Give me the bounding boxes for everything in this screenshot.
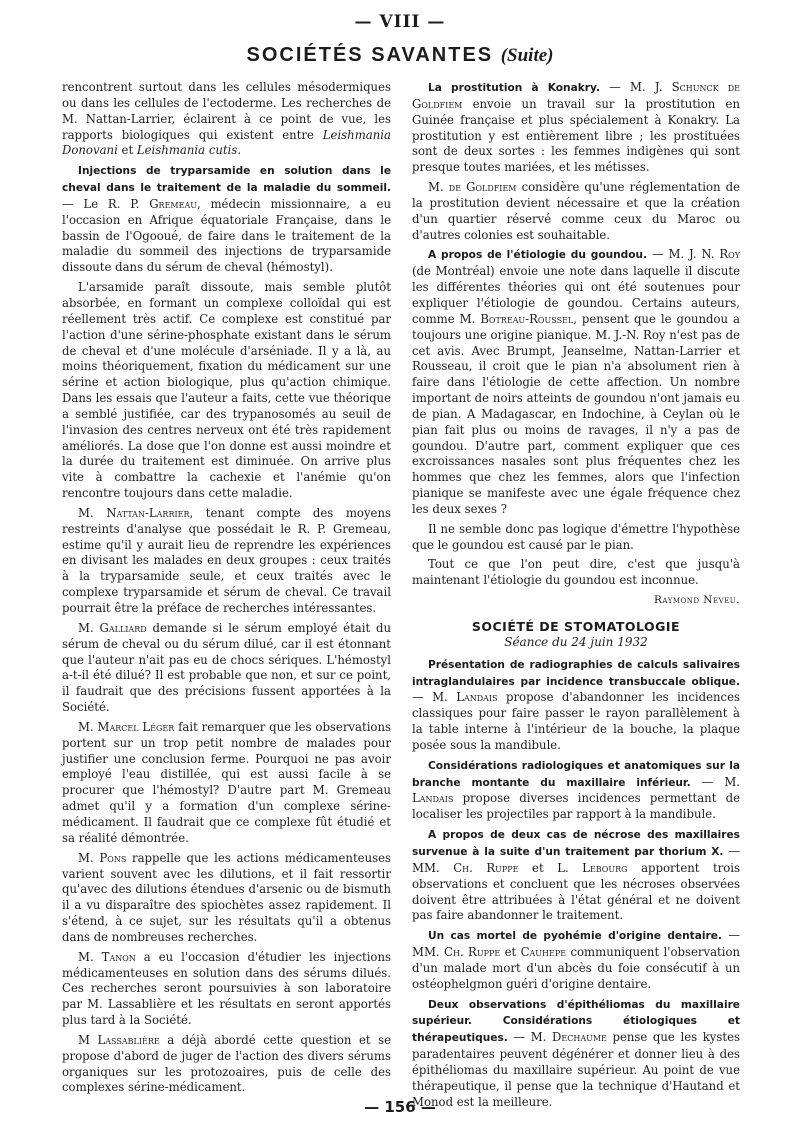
right-column — [412, 80, 740, 1114]
page-title-text: SOCIÉTÉS SAVANTES — [246, 44, 494, 66]
paragraph: rencontrent surtout dans les cellules mésodermiques ou dans les cellules de l'ectoderme. Les recherches de M. Nattan-Larrier, éclairent à ce point de vue, les rapports biologiques qui existent entre Leishmania Donovani et Leishmania cutis. — [62, 80, 391, 158]
paragraph: M. Pons rappelle que les actions médicamenteuses varient souvent avec les dilutions, et il fait ressortir qu'avec des dilutions étendues d'arsenic ou de bismuth il a vu disparaître des spiochètes assez rapidement. Il s'étend, à ce sujet, sur les résultats qu'il a obtenus dans de nombreuses recherches. — [62, 850, 392, 944]
paragraph: M. Tanon a eu l'occasion d'étudier les injections médicamenteuses en solution dans des sérums dilués. Ces recherches seront poursuivies à son laboratoire par M. Lassablière et les résultats en seront apportés plus tard à la Société. — [62, 949, 391, 1028]
author-signature: Raymond Neveu. — [654, 594, 740, 607]
article-heading: La prostitution à Konakry. — [428, 82, 600, 94]
article-heading: Un cas mortel de pyohémie d'origine dentaire. — [428, 930, 722, 943]
page-roman-numeral: — VIII — — [354, 12, 446, 32]
paragraph: M Lassablière a déjà abordé cette question et se propose d'abord de juger de l'action des divers sérums organiques sur les protozoaires, puis de celle des complexes sérine-médicament. — [62, 1032, 392, 1095]
article-heading: A propos de l'étiologie du goundou. — [428, 249, 648, 262]
section-title: SOCIÉTÉ DE STOMATOLOGIE — [471, 619, 681, 634]
paragraph: Il ne semble donc pas logique d'émettre l'hypothèse que le goundou est causé par le pian. — [412, 521, 740, 552]
paragraph: Deux observations d'épithéliomas du maxillaire supérieur. Considérations étiologiques et thérapeutiques. — M. Dechaume pense que les kystes paradentaires peuvent dégénérer et donner lieu à des épithéliomas du maxillaire supérieur. Au point de vue thérapeutique, il pense que la technique d'Hautand et Monod est la meilleure. — [412, 998, 741, 1109]
left-column — [62, 80, 391, 1100]
paragraph: M. Nattan-Larrier, tenant compte des moyens restreints d'analyse que possédait le R. P. Gremeau, estime qu'il y aurait lieu de reprendre les expériences en divisant les malades en deux groupes : ceux traités à la tryparsamide seule, et ceux traités avec le complexe tryparsamide et sérum de cheval. Ce travail pourrait être la préface de recherches intéressantes. — [62, 505, 391, 615]
paragraph: Présentation de radiographies de calculs salivaires intraglandulaires par incidence transbuccale oblique. — M. Landais propose d'abandonner les incidences classiques pour faire passer le rayon parallèlement à la table interne à l'intérieur de la bouche, la plaque posée sous la mandibule. — [412, 658, 741, 752]
paragraph: Considérations radiologiques et anatomiques sur la branche montante du maxillaire inférieur. — M. Landais propose diverses incidences permettant de localiser les projectiles par rapport à la mandibule. — [412, 759, 740, 822]
paragraph: M. de Goldfiem considère qu'une réglementation de la prostitution devient nécessaire et que la création d'un quartier réservé comme ceux du Maroc ou d'autres colonies est souhaitable. — [412, 180, 740, 242]
paragraph-goundou: A propos de l'étiologie du goundou. — M. J. N. Roy (de Montréal) envoie une note dans laquelle il discute les différentes théories qui ont été soutenues pour expliquer l'étiologie de goundou. Certains auteurs, comme M. Botreau-Roussel, pensent que le goundou a toujours une origine pianique. M. J.-N. Roy n'est pas de cet avis. Avec Brumpt, Jeanselme, Nattan-Larrier et Rousseau, il croit que le pian n'a absolument rien à faire dans l'étiologie de cette affection. Un nombre important de noirs atteints de goundou n'ont jamais eu de pian. A Madagascar, en Indochine, à Ceylan où le pian fait plus ou moins de ravages, il n'y a pas de goundou. D'autre part, comment expliquer que ces excroissances nasales sont plus fréquentes chez les hommes que chez les femmes, alors que l'infection pianique se manifeste avec une égale fréquence chez les deux sexes ? — [412, 247, 741, 516]
paragraph-prostitution: La prostitution à Konakry. — M. J. Schunck de Goldfiem envoie un travail sur la prostitution en Guinée française et plus spécialement à Konakry. La prostitution y est entièrement libre ; les prostituées sont de deux sortes : les femmes indigènes qui sont presque toutes mariées, et les métisses. — [412, 80, 741, 175]
paragraph: M. Marcel Léger fait remarquer que les observations portent sur un trop petit nombre de malades pour justifier une conclusion ferme. Pourquoi ne pas avoir employé l'eau distillée, qui est aussi facile à se procurer que l'hémostyl? D'autre part M. Gremeau admet qu'il y a formation d'un complexe sérine-médicament. Il faudrait que ce complexe fût étudié et sa réalité démontrée. — [62, 719, 391, 845]
paragraph: L'arsamide paraît dissoute, mais semble plutôt absorbée, en formant un complexe colloïdal qui est réellement très actif. Ce complexe est constitué par l'action d'une sérine-phosphate existant dans le sérum de cheval et d'une molécule d'arséniade. Il y a là, au moins théoriquement, fixation du médicament sur une sérine et action biologique, plus qu'action chimique. Dans les essais que l'auteur a faits, cette vue théorique a semblé justifiée, car des trypanosomés au seuil de l'invasion des centres nerveux ont été très rapidement améliorés. La dose que l'on donne est aussi moindre et la durée du traitement est diminuée. On arrive plus vite à combattre la cachexie et l'anémie qu'on rencontre toujours dans cette maladie. — [62, 280, 391, 501]
page-number: — 156 — — [364, 1098, 436, 1116]
paragraph: M. Galliard demande si le sérum employé était du sérum de cheval ou du sérum dilué, car il est étonnant que l'auteur n'ait pas eu de chocs sériques. L'hémostyl a-t-il été dilué? Il est probable que non, et sur ce point, il faudrait que des précisions fussent apportées à la Société. — [62, 620, 392, 715]
paragraph-tryparsamide: Injections de tryparsamide en solution dans le cheval dans le traitement de la maladie du sommeil. — Le R. P. Gremeau, médecin missionnaire, a eu l'occasion en Afrique équatoriale Française, dans le bassin de l'Ogooué, de faire dans le traitement de la maladie du sommeil des injections de tryparsamide dissoute dans du sérum de cheval (hémostyl). — [62, 165, 391, 275]
article-heading: Deux observations d'épithéliomas du maxillaire supérieur. Considérations étiologiques et thérapeutiques. — [412, 998, 740, 1045]
article-heading: Considérations radiologiques et anatomiques sur la branche montante du maxillaire inférieur. — [412, 759, 740, 789]
article-heading: Présentation de radiographies de calculs salivaires intraglandulaires par incidence transbuccale oblique. — [412, 658, 740, 688]
paragraph: Tout ce que l'on peut dire, c'est que jusqu'à maintenant l'étiologie du goundou est inconnue. — [412, 557, 740, 588]
article-heading: A propos de deux cas de nécrose des maxillaires survenue à la suite d'un traitement par thorium X. — [412, 829, 740, 858]
paragraph: A propos de deux cas de nécrose des maxillaires survenue à la suite d'un traitement par thorium X. — MM. Ch. Ruppe et L. Lebourg apportent trois observations et concluent que les nécroses observées doivent être attribuées à l'état général et ne doivent pas faire abandonner le traitement. — [412, 829, 741, 923]
page-title-suite: (Suite) — [500, 45, 554, 66]
article-heading: Injections de tryparsamide en solution dans le cheval dans le traitement de la maladie du sommeil. — [62, 165, 391, 195]
paragraph: Un cas mortel de pyohémie d'origine dentaire. — MM. Ch. Ruppe et Cauhepe communiquent l'observation d'un malade mort d'un abcès du foie consécutif à un ostéophelgmon guéri d'origine dentaire. — [412, 928, 741, 991]
page-title — [0, 44, 800, 67]
section-date: Séance du 24 juin 1932 — [504, 634, 648, 649]
